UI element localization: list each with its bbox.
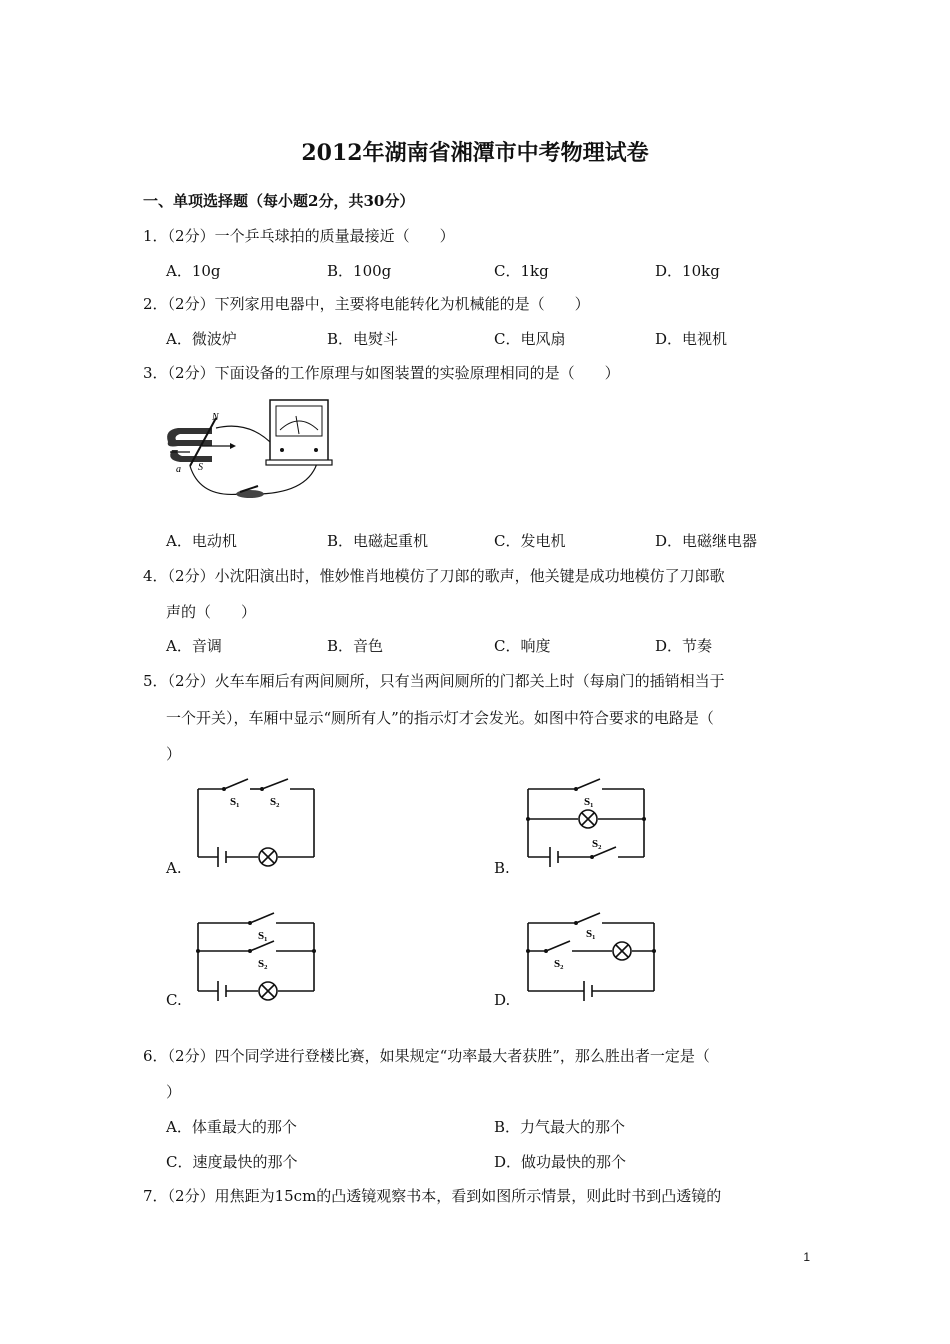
section-heading: 一、单项选择题（每小题2分，共30分） xyxy=(143,192,415,210)
q1-option-d: D．10kg xyxy=(655,262,720,280)
question-4-line-2: 声的（ ） xyxy=(166,603,257,621)
circuit-b-s2-label: S₂ xyxy=(592,838,602,850)
circuit-b-figure xyxy=(520,775,650,870)
q3-option-b: B．电磁起重机 xyxy=(327,532,429,550)
question-5-line-3: ） xyxy=(166,745,182,763)
q5-option-b: B. xyxy=(494,859,510,877)
q6-option-b: B．力气最大的那个 xyxy=(494,1118,626,1136)
q5-option-d: D. xyxy=(494,991,511,1009)
q1-option-b: B．100g xyxy=(327,262,392,280)
rod-a-label: a xyxy=(176,464,181,475)
circuit-b-s1-label: S₁ xyxy=(584,796,594,808)
q3-option-a: A．电动机 xyxy=(166,532,237,550)
q6-option-c: C．速度最快的那个 xyxy=(166,1153,298,1171)
circuit-d-s2-label: S₂ xyxy=(554,958,564,970)
circuit-a-s2-label: S₂ xyxy=(270,796,280,808)
page-number: 1 xyxy=(803,1250,810,1264)
question-5-line-2: 一个开关），车厢中显示“厕所有人”的指示灯才会发光。如图中符合要求的电路是（ xyxy=(166,709,714,727)
q1-option-a: A．10g xyxy=(166,262,221,280)
q2-option-b: B．电熨斗 xyxy=(327,330,399,348)
question-1: 1．（2分）一个乒乓球拍的质量最接近（ ） xyxy=(143,227,455,245)
q2-option-d: D．电视机 xyxy=(655,330,728,348)
page-title: 2012年湖南省湘潭市中考物理试卷 xyxy=(301,140,649,166)
q4-option-c: C．响度 xyxy=(494,637,551,655)
q2-option-a: A．微波炉 xyxy=(166,330,237,348)
q1-option-c: C．1kg xyxy=(494,262,549,280)
magnet-s-label: S xyxy=(198,462,203,473)
q6-option-a: A．体重最大的那个 xyxy=(166,1118,297,1136)
q2-option-c: C．电风扇 xyxy=(494,330,566,348)
circuit-c-s2-label: S₂ xyxy=(258,958,268,970)
question-7-line-1: 7．（2分）用焦距为15cm的凸透镜观察书本，看到如图所示情景，则此时书到凸透镜的 xyxy=(143,1187,722,1205)
question-3: 3．（2分）下面设备的工作原理与如图装置的实验原理相同的是（ ） xyxy=(143,364,620,382)
q5-option-c: C. xyxy=(166,991,182,1009)
circuit-a-figure xyxy=(190,775,320,870)
q3-option-d: D．电磁继电器 xyxy=(655,532,758,550)
circuit-d-s1-label: S₁ xyxy=(586,928,596,940)
q5-option-a: A. xyxy=(166,859,182,877)
question-2: 2．（2分）下列家用电器中，主要将电能转化为机械能的是（ ） xyxy=(143,295,590,313)
circuit-c-s1-label: S₁ xyxy=(258,930,268,942)
question-6-line-1: 6．（2分）四个同学进行登楼比赛，如果规定“功率最大者获胜”，那么胜出者一定是（ xyxy=(143,1047,710,1065)
question-5-line-1: 5．（2分）火车车厢后有两间厕所，只有当两间厕所的门都关上时（每扇门的插销相当于 xyxy=(143,672,725,690)
q4-option-d: D．节奏 xyxy=(655,637,713,655)
circuit-d-figure xyxy=(520,905,660,1005)
q6-option-d: D．做功最快的那个 xyxy=(494,1153,627,1171)
q4-option-b: B．音色 xyxy=(327,637,384,655)
q3-experiment-figure xyxy=(160,390,340,510)
magnet-n-label: N xyxy=(212,412,219,423)
question-4-line-1: 4．（2分）小沈阳演出时，惟妙惟肖地模仿了刀郎的歌声，他关键是成功地模仿了刀郎歌 xyxy=(143,567,725,585)
question-6-line-2: ） xyxy=(166,1083,182,1101)
q4-option-a: A．音调 xyxy=(166,637,222,655)
circuit-c-figure xyxy=(190,905,320,1005)
circuit-a-s1-label: S₁ xyxy=(230,796,240,808)
q3-option-c: C．发电机 xyxy=(494,532,566,550)
